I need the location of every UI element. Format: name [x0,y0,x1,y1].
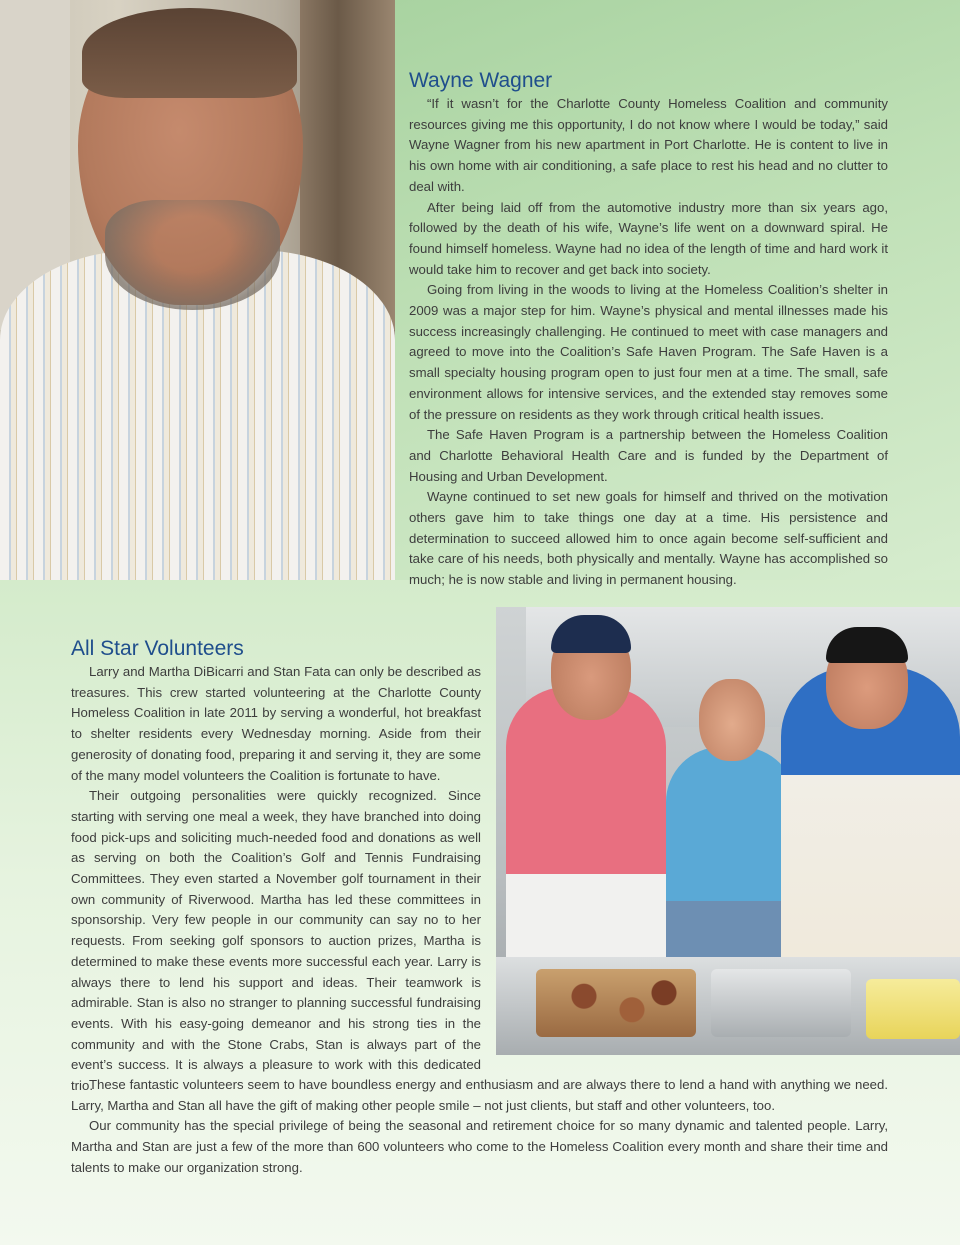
photo-head-martha [699,679,765,761]
photo-food-tray-covered [711,969,851,1037]
volunteers-kitchen-photo [496,607,960,1055]
photo-food-tray-eggs [866,979,960,1039]
volunteers-paragraph: Larry and Martha DiBicarri and Stan Fata can only be described as treasures. This crew started volunteering at the Charlotte County Homeless Coalition in late 2011 by serving a wonderful, hot breakfast to shelter residents every Wednesday morning. Aside from their generosity of donating food, preparing it and serving it, they are some of the many model volunteers the Coalition is fortunate to have. [71,664,481,783]
wayne-paragraph: “If it wasn’t for the Charlotte County Homeless Coalition and community resources giving me this opportunity, I do not know where I would be today,” said Wayne Wagner from his new apartment in Port Charlotte. He is content to live in his own home with air conditioning, a safe place to rest his head and no clutter to deal with. [409,96,888,194]
wayne-paragraph: Wayne continued to set new goals for himself and thrived on the motivation others gave him to take things one day at a time. His persistence and determination to succeed allowed him to once again become self-sufficient and take care of his needs, both physically and mentally. Wayne has accomplished so much; he is now stable and living in permanent housing. [409,489,888,588]
volunteers-paragraph: Their outgoing personalities were quickly recognized. Since starting with serving one meal a week, they have branched into doing food pick-ups and soliciting much-needed food and donations as well as serving on both the Coalition’s Golf and Tennis Fundraising Committees. They even started a November golf tournament in their own community of Riverwood. Martha has led these committees in sponsorship. Very few people in our community can say no to her requests. From seeking golf sponsors to auction prizes, Martha is determined to make these events more successful each year. Larry is always there to lend his support and ideas. Their teamwork is admirable. Stan is also no stranger to planning successful fundraising events. With his easy-going demeanor and his strong ties in the community and with the Stone Crabs, Stan is always part of the event’s success. It is always a pleasure to work with this dedicated trio. [71,788,481,1094]
photo-hair [82,8,297,98]
wayne-portrait-photo [0,0,395,580]
wayne-wagner-heading: Wayne Wagner [409,69,553,92]
wayne-wagner-article [409,68,888,591]
volunteers-paragraph: Our community has the special privilege of being the seasonal and retirement choice for so many dynamic and talented people. Larry, Martha and Stan are just a few of the more than 600 volunteers who come to the Homeless Coalition every month and share their time and talents to make our organization strong. [71,1118,888,1175]
photo-beard [105,200,280,310]
all-star-volunteers-continued [71,1075,888,1179]
volunteers-paragraph: These fantastic volunteers seem to have boundless energy and enthusiasm and are always there to lend a hand with anything we need. Larry, Martha and Stan all have the gift of making other people smile – not just clients, but staff and other volunteers, too. [71,1077,888,1113]
wayne-paragraph: Going from living in the woods to living at the Homeless Coalition’s shelter in 2009 was a major step for him. Wayne’s physical and mental illnesses made his success increasingly challenging. He continued to meet with case managers and agreed to move into the Coalition’s Safe Haven Program. The Safe Haven is a small specialty housing program open to just four men at a time. The small, safe environment allows for intensive services, and the extended stay removes some of the pressure on residents as they work through critical health issues. [409,282,888,422]
all-star-volunteers-heading: All Star Volunteers [71,637,244,660]
wayne-paragraph: The Safe Haven Program is a partnership between the Homeless Coalition and Charlotte Behavioral Health Care and is funded by the Department of Housing and Urban Development. [409,427,888,484]
all-star-volunteers-article [71,636,481,1097]
wayne-paragraph: After being laid off from the automotive industry more than six years ago, followed by the death of his wife, Wayne’s life went on a downward spiral. He found himself homeless. Wayne had no idea of the length of time and hard work it would take him to recover and get back into society. [409,199,888,277]
photo-food-tray-sausage [536,969,696,1037]
